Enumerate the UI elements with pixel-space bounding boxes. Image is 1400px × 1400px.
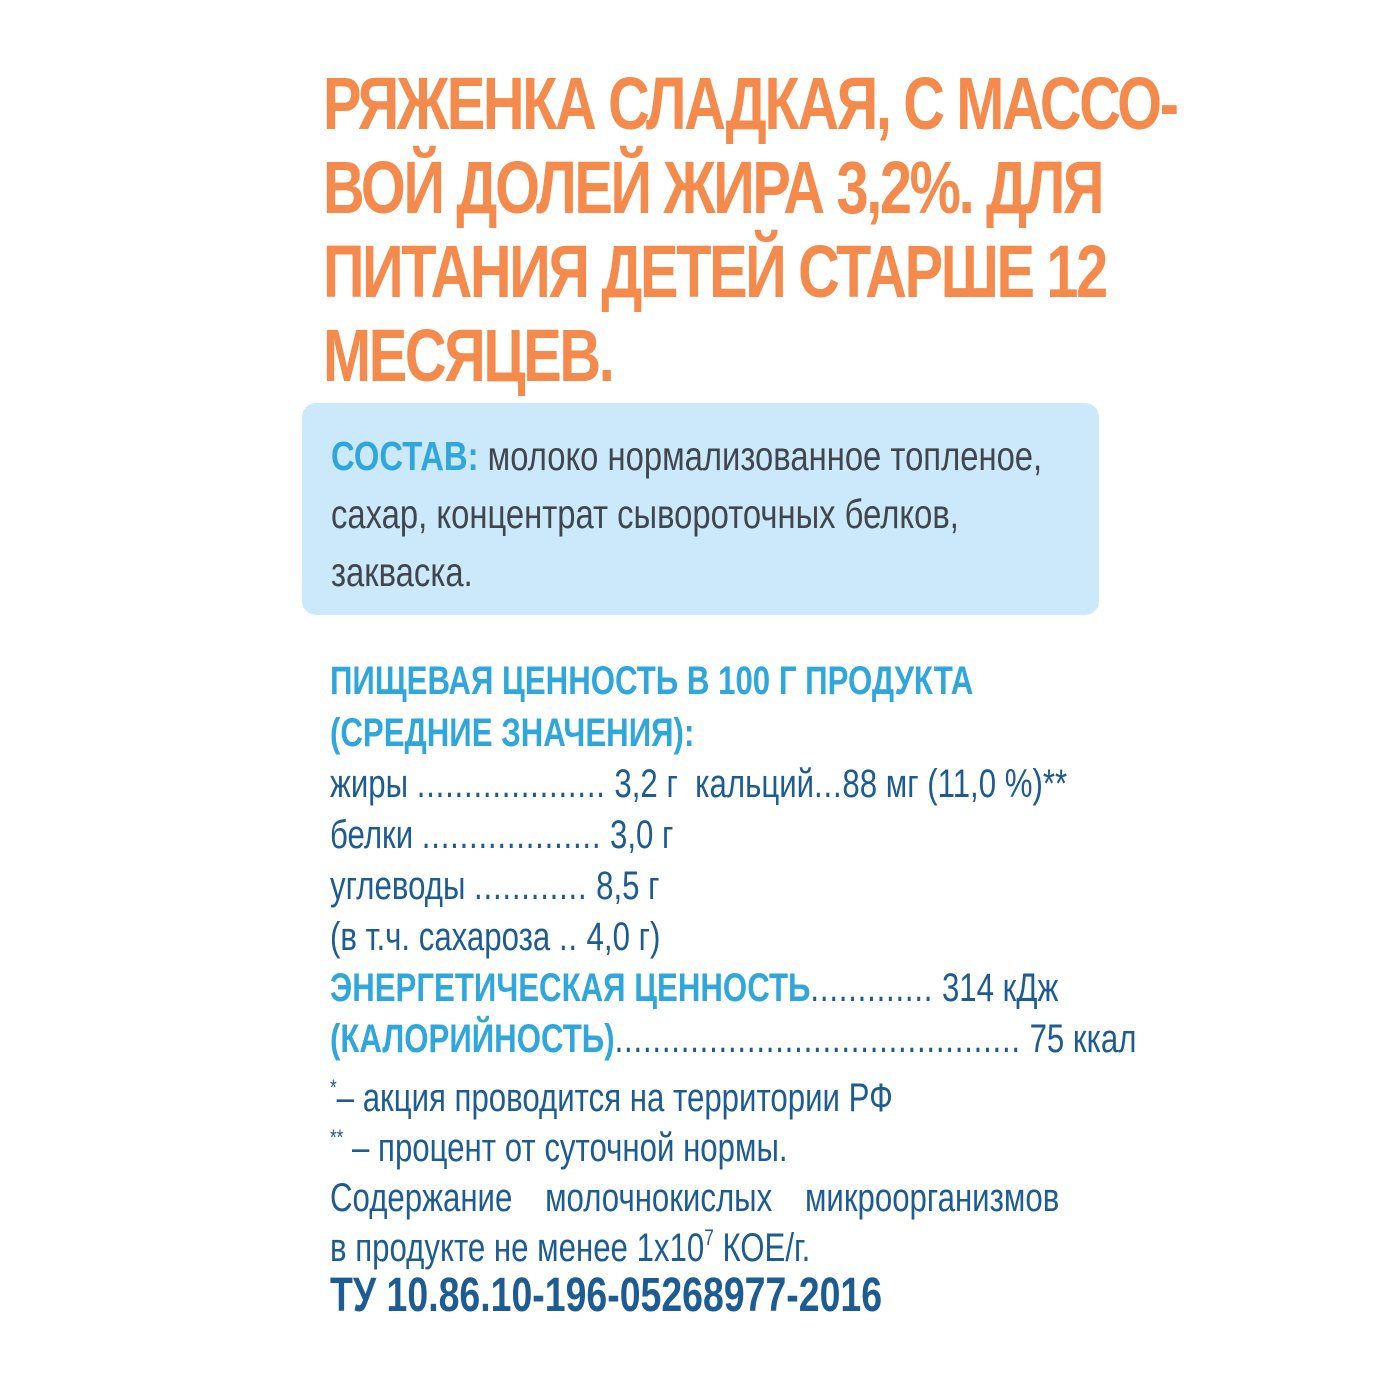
footnote-promo	[330, 1073, 1059, 1123]
composition-label: СОСТАВ:	[331, 433, 479, 479]
energy-value: 314 кДж	[941, 966, 1059, 1010]
word: микроорганизмов	[804, 1176, 1060, 1220]
nutrient-row-carbs	[330, 861, 1136, 912]
calories-label: (КАЛОРИЙНОСТЬ)	[330, 1017, 615, 1061]
word: Содержание	[330, 1176, 513, 1220]
title-line: ПИТАНИЯ ДЕТЕЙ СТАРШЕ 12	[323, 230, 1106, 313]
footnote-text: – процент от суточной нормы.	[343, 1126, 788, 1170]
nutrition-subheading: (СРЕДНИЕ ЗНАЧЕНИЯ):	[330, 711, 695, 755]
nutrient-name: (в т.ч. сахароза	[330, 915, 551, 959]
word: молочнокислых	[545, 1176, 773, 1220]
calories-value: 75 ккал	[1029, 1017, 1137, 1061]
nutrient-row-sucrose	[330, 912, 1136, 963]
composition-line: молоко нормализованное топленое,	[478, 433, 1043, 479]
nutrient-name: углеводы	[330, 864, 466, 908]
nutrient-name: кальций	[695, 762, 815, 806]
leader-dots: ...........................................	[614, 1017, 1021, 1061]
leader-dots: ............	[474, 864, 588, 908]
microorganisms-line	[330, 1173, 1059, 1223]
leader-dots: ..	[558, 915, 578, 959]
microorganisms-count	[330, 1223, 1059, 1273]
leader-dots: .............	[810, 966, 934, 1010]
nutrient-name: белки	[330, 813, 414, 857]
footnote-mark: *	[330, 1075, 337, 1100]
composition-line: сахар, концентрат сывороточных белков,	[331, 491, 959, 537]
leader-dots: ...................	[421, 813, 602, 857]
count-text: в продукте не менее 1х10	[330, 1226, 705, 1270]
nutrient-value: 88 мг (11,0 %)**	[842, 762, 1068, 806]
footnote-text: – акция проводится на территории РФ	[336, 1076, 893, 1120]
count-unit: КОЕ/г.	[713, 1226, 811, 1270]
nutrient-value: 3,2 г	[614, 762, 678, 806]
nutrient-row-fat	[330, 759, 1136, 810]
nutrient-value: 3,0 г	[609, 813, 674, 857]
composition-line: закваска.	[331, 549, 473, 595]
tech-spec-code: ТУ 10.86.10-196-05268977-2016	[330, 1269, 883, 1322]
leader-dots: ...	[814, 762, 843, 806]
composition-text	[331, 427, 1042, 601]
title-line: МЕСЯЦЕВ.	[323, 314, 613, 397]
footnote-mark: **	[330, 1125, 344, 1150]
nutrition-section	[330, 655, 1136, 1065]
title-line: ВОЙ ДОЛЕЙ ЖИРА 3,2%. ДЛЯ	[323, 146, 1103, 229]
footnote-daily	[330, 1123, 1059, 1173]
nutrient-row-protein	[330, 810, 1136, 861]
nutrition-heading: ПИЩЕВАЯ ЦЕННОСТЬ В 100 Г ПРОДУКТА	[330, 659, 974, 703]
exponent: 7	[704, 1225, 714, 1250]
energy-label: ЭНЕРГЕТИЧЕСКАЯ ЦЕННОСТЬ	[330, 966, 811, 1010]
nutrient-value: 8,5 г	[596, 864, 660, 908]
composition-box	[302, 403, 1099, 615]
calories-row	[330, 1014, 1136, 1065]
footnotes	[330, 1073, 1059, 1273]
nutrient-value: 4,0 г)	[586, 915, 661, 959]
leader-dots: ....................	[416, 762, 606, 806]
product-title	[323, 62, 1177, 398]
energy-row	[330, 963, 1136, 1014]
nutrient-name: жиры	[330, 762, 409, 806]
title-line: РЯЖЕНКА СЛАДКАЯ, С МАССО-	[323, 62, 1177, 145]
